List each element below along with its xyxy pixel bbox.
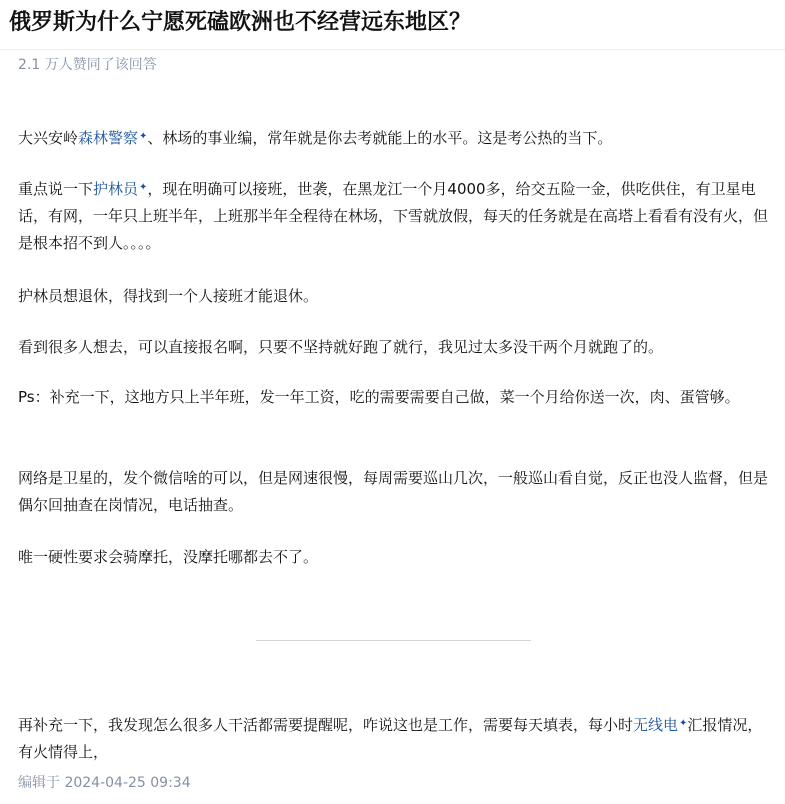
paragraph: 大兴安岭森林警察✦、林场的事业编，常年就是你去考就能上的水平。这是考公热的当下。 bbox=[18, 129, 613, 147]
paragraph: 再补充一下，我发现怎么很多人干活都需要提醒呢，咋说这也是工作，需要每天填表，每小时无线电✦汇报情况，有火情得上， bbox=[18, 716, 763, 761]
edit-timestamp[interactable]: 编辑于 2024-04-25 09:34 bbox=[18, 775, 191, 791]
question-header bbox=[0, 0, 785, 50]
paragraph: 唯一硬性要求会骑摩托，没摩托哪都去不了。 bbox=[18, 548, 319, 566]
paragraph: 重点说一下护林员✦，现在明确可以接班，世袭，在黑龙江一个月4000多，给交五险一金，供吃供住，有卫星电话，有网，一年只上班半年，上班那半年全程待在林场，下雪就放假，每天的任务就是在高塔上看看有没有火，但是根本招不到人。。。。 bbox=[18, 180, 769, 252]
divider bbox=[256, 640, 531, 641]
question-title[interactable]: 俄罗斯为什么宁愿死磕欧洲也不经营远东地区？ bbox=[9, 10, 472, 35]
sparkle-icon: ✦ bbox=[139, 131, 148, 142]
vote-summary[interactable]: 2.1 万人赞同了该回答 bbox=[18, 57, 157, 73]
paragraph: 护林员想退休，得找到一个人接班才能退休。 bbox=[18, 287, 319, 305]
paragraph: Ps：补充一下，这地方只上半年班，发一年工资，吃的需要需要自己做，菜一个月给你送一次，肉、蛋管够。 bbox=[18, 388, 740, 406]
topic-link-forest-ranger[interactable]: 护林员✦ bbox=[93, 180, 148, 198]
topic-link-radio[interactable]: 无线电✦ bbox=[633, 716, 688, 734]
paragraph: 看到很多人想去，可以直接报名啊，只要不坚持就好跑了就行，我见过太多没干两个月就跑了的。 bbox=[18, 338, 664, 356]
sparkle-icon: ✦ bbox=[679, 718, 688, 729]
paragraph: 网络是卫星的，发个微信啥的可以，但是网速很慢，每周需要巡山几次，一般巡山看自觉，反正也没人监督，但是偶尔回抽查在岗情况，电话抽查。 bbox=[18, 469, 769, 514]
topic-link-forest-police[interactable]: 森林警察✦ bbox=[78, 129, 148, 147]
sparkle-icon: ✦ bbox=[139, 182, 148, 193]
